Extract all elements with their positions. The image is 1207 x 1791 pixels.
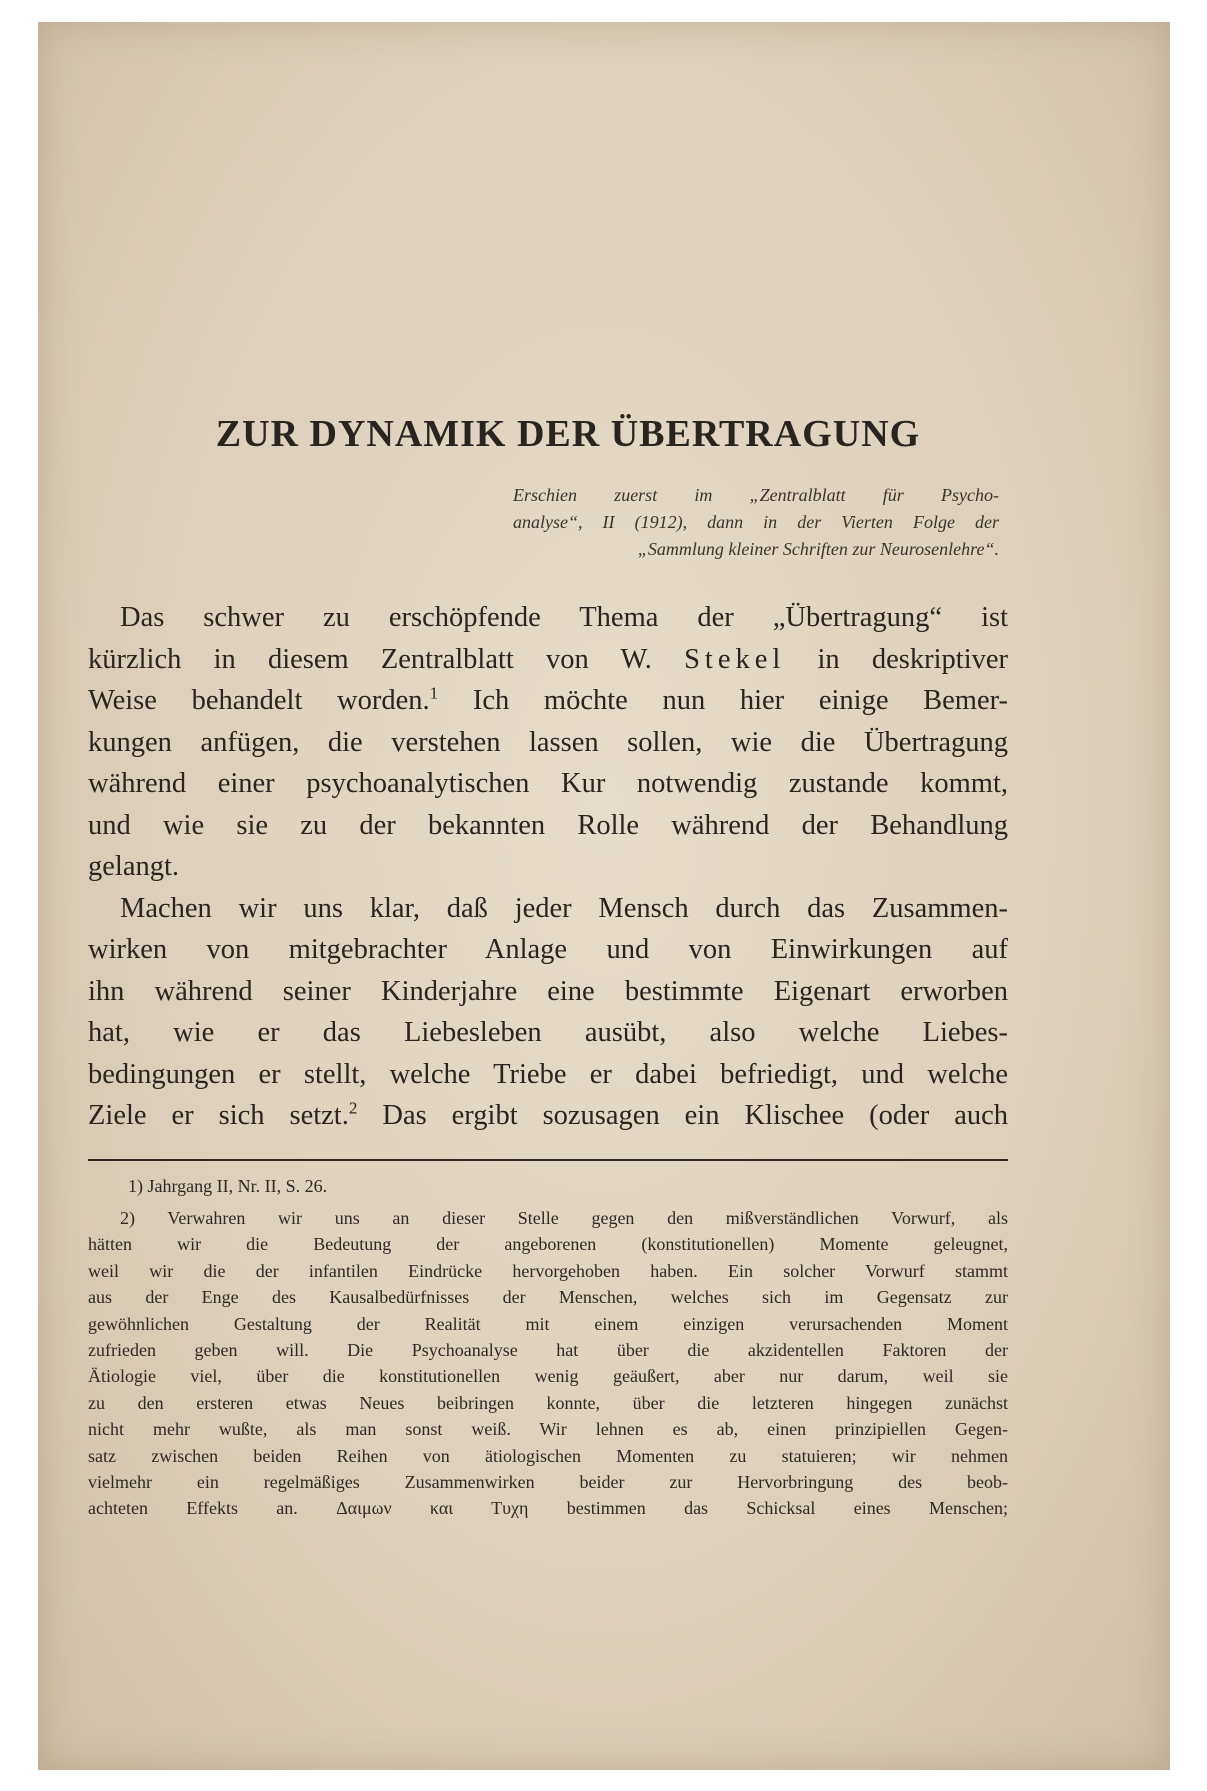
text-line: und wie sie zu der bekannten Rolle während der Behandlung [88,809,1008,841]
footnote-2 [88,1205,1008,1522]
publication-note [513,482,999,563]
footnote-mark: 2 [348,1098,358,1118]
author-name: Stekel [684,643,786,675]
page-title: ZUR DYNAMIK DER ÜBERTRAGUNG [215,413,921,455]
text-fragment: Weise behandelt worden. [88,685,430,716]
text-line: wirken von mitgebrachter Anlage und von Einwirkungen auf [88,934,1008,965]
footnote-line: achteten Effekts an. Δαιμων και Τυχη bestimmen das Schicksal eines Menschen; [88,1498,1008,1519]
text-fragment: Ziele er sich setzt. [88,1100,349,1131]
body-text [88,597,1008,1137]
footnote-mark: 1 [429,683,439,703]
text-line [88,680,1008,722]
footnote-line: 2) Verwahren wir uns an dieser Stelle gegen den mißverständlichen Vorwurf, als [120,1207,1008,1228]
footnote-line: hätten wir die Bedeutung der angeborenen (konstitutionellen) Momente geleugnet, [88,1234,1008,1255]
footnote-divider [88,1159,1008,1161]
text-fragment: kürzlich in diesem Zentralblatt von W. [88,643,652,675]
footnote-line: satz zwischen beiden Reihen von ätiologischen Momenten zu statuieren; wir nehmen [88,1445,1008,1466]
text-line: gelangt. [88,851,180,882]
footnote-line: vielmehr ein regelmäßiges Zusammenwirken beider zur Hervorbringung des beob- [88,1471,1008,1492]
text-line [88,1095,1008,1137]
text-line [88,639,1008,681]
footnote-line: gewöhnlichen Gestaltung der Realität mit einem einzigen verursachenden Moment [88,1313,1008,1334]
note-line: „Sammlung kleiner Schriften zur Neurosenlehre“. [637,539,999,559]
note-line: Erschien zuerst im „Zentralblatt für Psycho- [513,485,999,505]
note-line: analyse“, II (1912), dann in der Vierten Folge der [513,512,999,532]
text-line: Das schwer zu erschöpfende Thema der „Übertragung“ ist [120,602,1008,633]
text-fragment: Das ergibt sozusagen ein Klischee (oder auch [382,1100,1009,1131]
footnote-line: zufrieden geben will. Die Psychoanalyse hat über die akzidentellen Faktoren der [88,1339,1008,1360]
page-content [88,412,1008,1522]
text-line: bedingungen er stellt, welche Triebe er dabei befriedigt, und welche [88,1058,1008,1090]
text-line: kungen anfügen, die verstehen lassen sollen, wie die Übertragung [88,726,1008,758]
footnote-line: Ätiologie viel, über die konstitutionellen wenig geäußert, aber nur darum, weil sie [88,1366,1008,1387]
footnote-line: aus der Enge des Kausalbedürfnisses der Menschen, welches sich im Gegensatz zur [88,1287,1008,1308]
footnote-line: nicht mehr wußte, als man sonst weiß. Wir lehnen es ab, einen prinzipiellen Gegen- [88,1419,1008,1440]
footnote-line: zu den ersteren etwas Neues beibringen konnte, über die letzteren hingegen zunächst [88,1392,1008,1413]
footnotes [88,1173,1008,1522]
text-line: ihn während seiner Kinderjahre eine bestimmte Eigenart erworben [88,975,1008,1007]
text-line: hat, wie er das Liebesleben ausübt, also welche Liebes- [88,1017,1008,1048]
text-fragment: in deskriptiver [817,643,1009,675]
footnote-line: weil wir die der infantilen Eindrücke hervorgehoben haben. Ein solcher Vorwurf stammt [88,1260,1008,1281]
text-line: Machen wir uns klar, daß jeder Mensch durch das Zusammen- [120,892,1008,924]
footnote-1: 1) Jahrgang II, Nr. II, S. 26. [128,1175,328,1196]
text-line: während einer psychoanalytischen Kur notwendig zustande kommt, [88,768,1008,799]
text-fragment: Ich möchte nun hier einige Bemer- [472,685,1009,716]
